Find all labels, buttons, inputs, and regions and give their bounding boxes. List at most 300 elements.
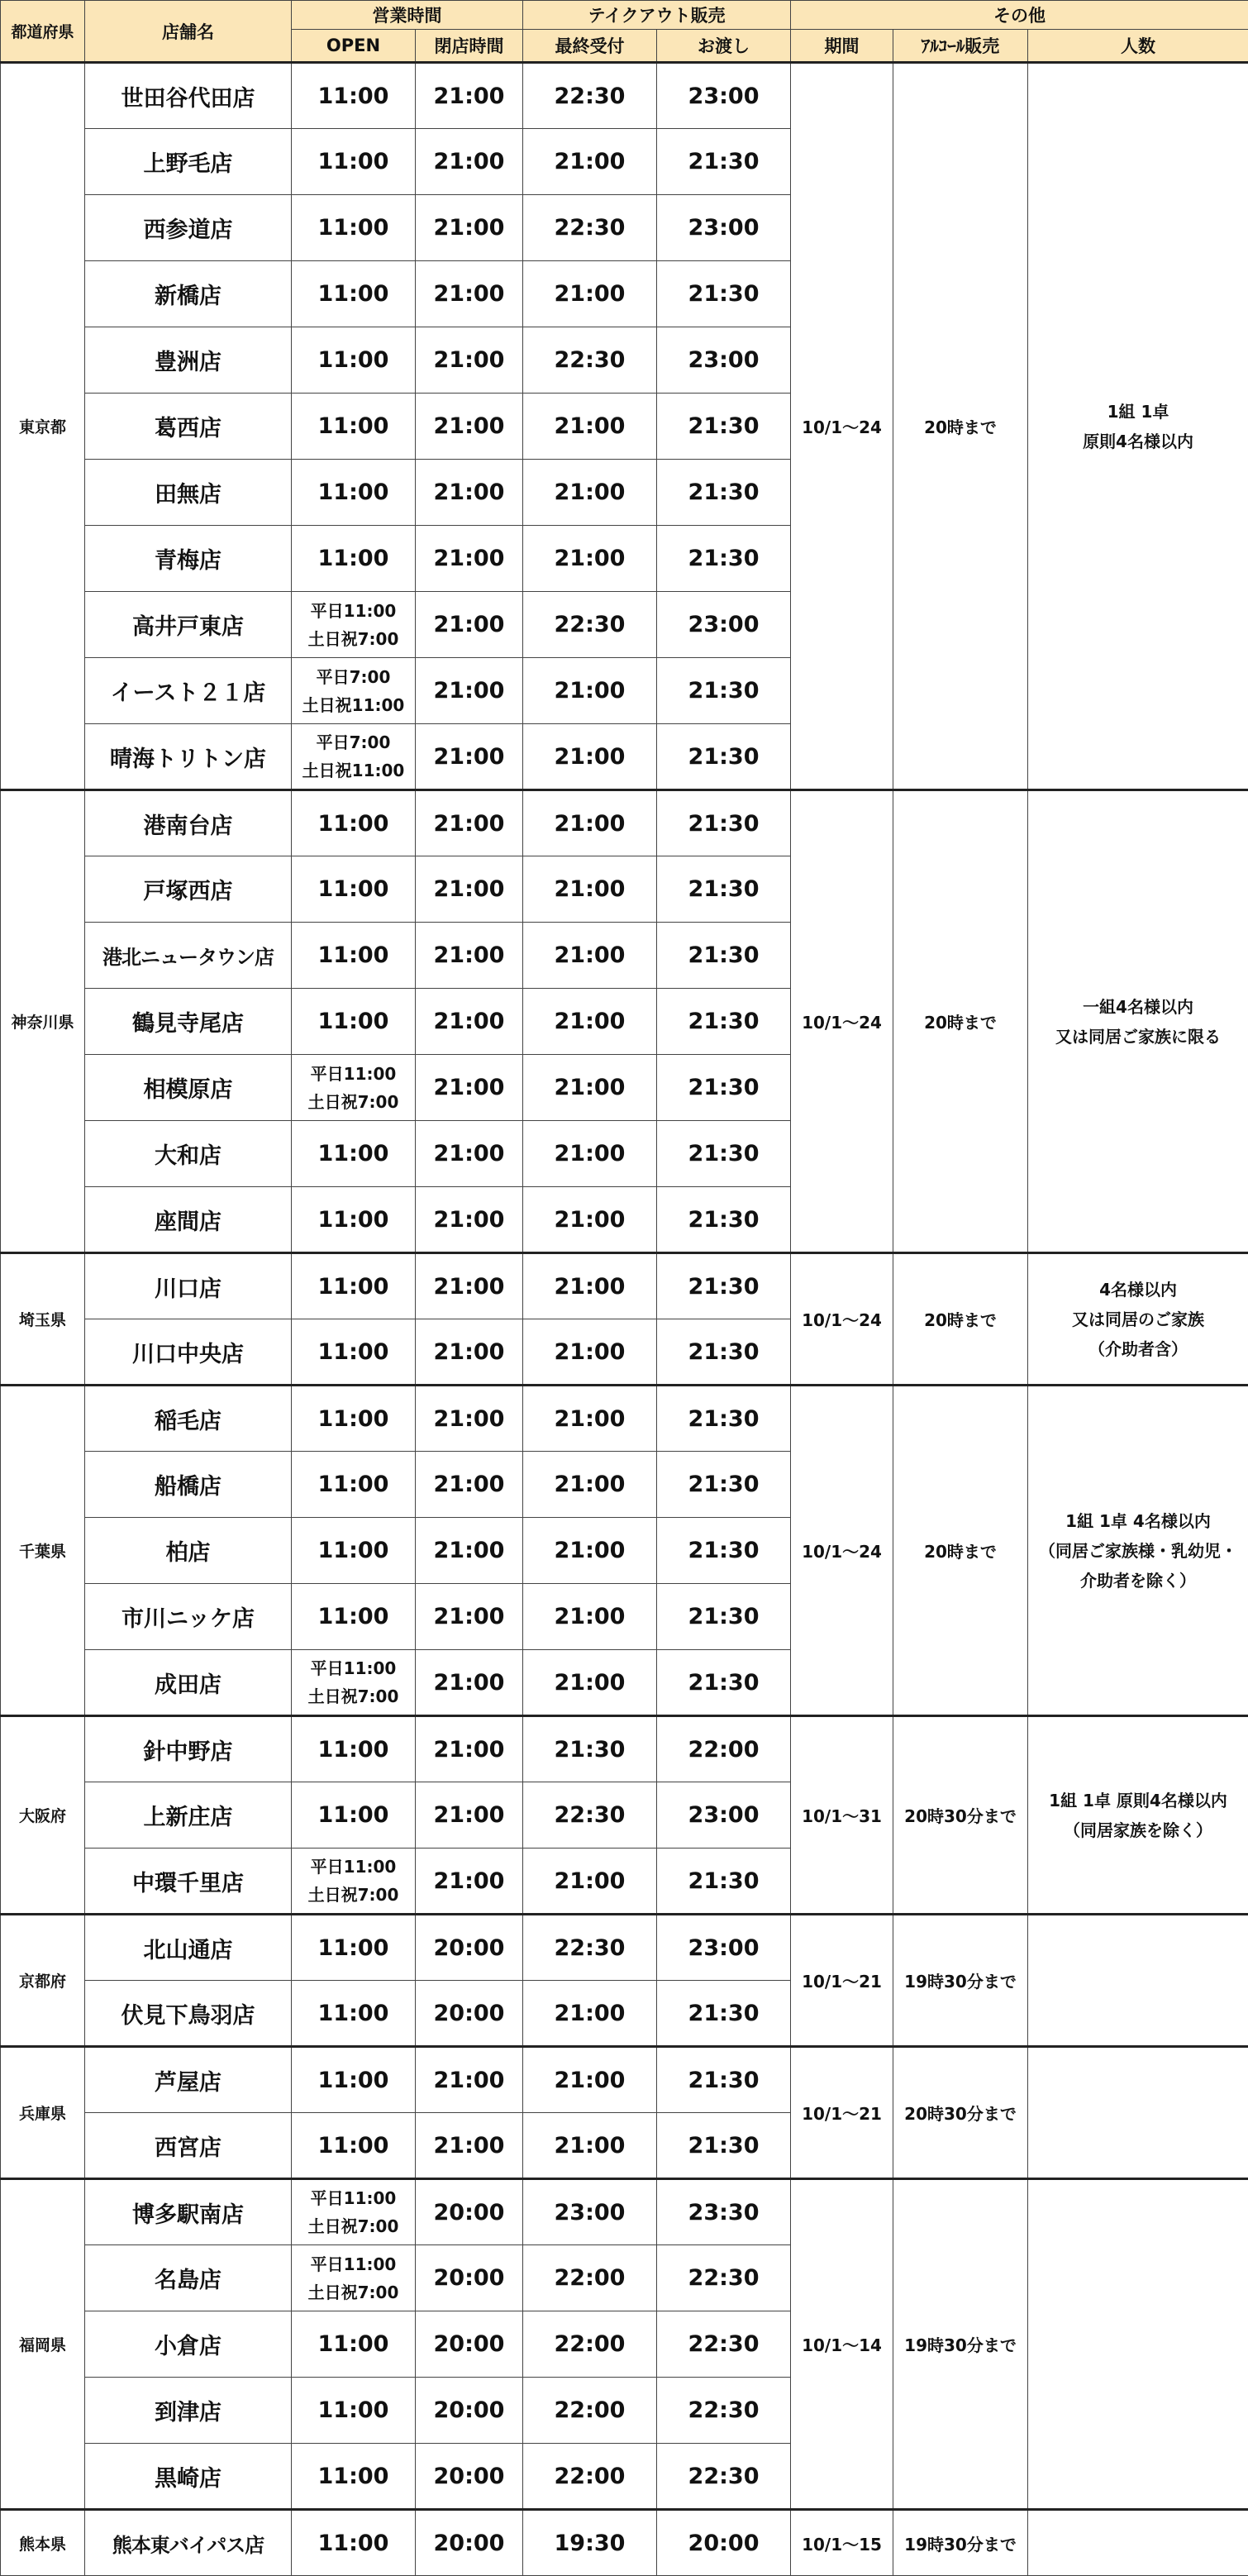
- close-time: 20:00: [416, 2444, 523, 2510]
- open-time-line: 平日11:00: [292, 2250, 415, 2278]
- open-time-line: 平日7:00: [292, 728, 415, 756]
- prefecture-cell: 兵庫県: [1, 2047, 85, 2179]
- close-time: 21:00: [416, 1518, 523, 1584]
- prefecture-group: [1, 2179, 1248, 2510]
- store-name: 伏見下鳥羽店: [85, 1981, 292, 2047]
- close-time: 21:00: [416, 526, 523, 592]
- alcohol-cell: 20時まで: [893, 1253, 1028, 1386]
- alcohol-cell: 19時30分まで: [893, 2510, 1028, 2576]
- handover-time: 21:30: [657, 1121, 791, 1187]
- table-header: [1, 1, 1248, 63]
- last-order-time: 19:30: [523, 2510, 657, 2576]
- period-cell: 10/1～24: [791, 790, 893, 1253]
- store-name: 田無店: [85, 460, 292, 526]
- open-time-line: 11:00: [318, 1538, 389, 1563]
- open-time: [292, 592, 416, 658]
- handover-time: 21:30: [657, 790, 791, 856]
- last-order-time: 21:00: [523, 856, 657, 923]
- period-cell: 10/1～14: [791, 2179, 893, 2510]
- prefecture-group: [1, 1915, 1248, 2047]
- store-name: 港北ニュータウン店: [85, 923, 292, 989]
- handover-time: 23:00: [657, 1782, 791, 1849]
- open-time: [292, 2311, 416, 2378]
- open-time: [292, 1253, 416, 1319]
- store-name: 稲毛店: [85, 1386, 292, 1452]
- close-time: 20:00: [416, 1981, 523, 2047]
- last-order-time: 21:00: [523, 2113, 657, 2179]
- open-time: [292, 923, 416, 989]
- last-order-time: 21:00: [523, 1981, 657, 2047]
- open-time-line: 11:00: [318, 347, 389, 373]
- open-time: [292, 261, 416, 327]
- store-name: 高井戸東店: [85, 592, 292, 658]
- store-name: 黒崎店: [85, 2444, 292, 2510]
- last-order-time: 22:30: [523, 327, 657, 394]
- people-cell: 一組4名様以内 又は同居ご家族に限る: [1028, 790, 1248, 1253]
- last-order-time: 21:00: [523, 1055, 657, 1121]
- open-time-line: 11:00: [318, 546, 389, 571]
- header-last-order: 最終受付: [523, 30, 657, 63]
- open-time: [292, 989, 416, 1055]
- open-time-line: 11:00: [318, 1604, 389, 1629]
- table-row: [1, 790, 1248, 856]
- prefecture-cell: 東京都: [1, 63, 85, 790]
- close-time: 21:00: [416, 327, 523, 394]
- table-row: [1, 1253, 1248, 1319]
- open-time: [292, 1187, 416, 1253]
- store-name: 到津店: [85, 2378, 292, 2444]
- last-order-time: 21:00: [523, 460, 657, 526]
- open-time-line: 11:00: [318, 811, 389, 837]
- open-time: [292, 1584, 416, 1650]
- prefecture-cell: 京都府: [1, 1915, 85, 2047]
- store-name: 上新庄店: [85, 1782, 292, 1849]
- last-order-time: 22:30: [523, 1782, 657, 1849]
- close-time: 21:00: [416, 790, 523, 856]
- store-name: 新橋店: [85, 261, 292, 327]
- last-order-time: 22:30: [523, 195, 657, 261]
- open-time-line: 土日祝7:00: [292, 1881, 415, 1909]
- open-time: [292, 2179, 416, 2245]
- people-cell: 1組 1卓 原則4名様以内: [1028, 63, 1248, 790]
- open-time: [292, 1452, 416, 1518]
- store-name: 北山通店: [85, 1915, 292, 1981]
- open-time-line: 平日7:00: [292, 663, 415, 691]
- prefecture-cell: 埼玉県: [1, 1253, 85, 1386]
- close-time: 20:00: [416, 2311, 523, 2378]
- last-order-time: 21:00: [523, 790, 657, 856]
- alcohol-cell: 19時30分まで: [893, 1915, 1028, 2047]
- handover-time: 21:30: [657, 658, 791, 724]
- open-time-line: 11:00: [318, 942, 389, 968]
- open-time: [292, 526, 416, 592]
- last-order-time: 23:00: [523, 2179, 657, 2245]
- open-time: [292, 1716, 416, 1782]
- close-time: 21:00: [416, 129, 523, 195]
- open-time-line: 平日11:00: [292, 1060, 415, 1088]
- open-time-line: 11:00: [318, 2133, 389, 2159]
- handover-time: 22:30: [657, 2245, 791, 2311]
- close-time: 21:00: [416, 460, 523, 526]
- handover-time: 21:30: [657, 1981, 791, 2047]
- store-name: 小倉店: [85, 2311, 292, 2378]
- open-time: [292, 2047, 416, 2113]
- close-time: 21:00: [416, 261, 523, 327]
- store-name: 針中野店: [85, 1716, 292, 1782]
- header-business-hours: 営業時間: [292, 1, 523, 30]
- handover-time: 21:30: [657, 1055, 791, 1121]
- last-order-time: 21:00: [523, 724, 657, 790]
- people-cell: [1028, 1915, 1248, 2047]
- header-other: その他: [791, 1, 1248, 30]
- open-time: [292, 1849, 416, 1915]
- open-time: [292, 195, 416, 261]
- handover-time: 23:00: [657, 592, 791, 658]
- close-time: 21:00: [416, 1187, 523, 1253]
- close-time: 21:00: [416, 1319, 523, 1386]
- close-time: 21:00: [416, 63, 523, 129]
- handover-time: 22:30: [657, 2444, 791, 2510]
- open-time: [292, 1782, 416, 1849]
- close-time: 20:00: [416, 1915, 523, 1981]
- close-time: 21:00: [416, 2047, 523, 2113]
- close-time: 21:00: [416, 923, 523, 989]
- close-time: 20:00: [416, 2245, 523, 2311]
- last-order-time: 21:00: [523, 1187, 657, 1253]
- close-time: 21:00: [416, 1849, 523, 1915]
- handover-time: 23:00: [657, 63, 791, 129]
- prefecture-group: [1, 2047, 1248, 2179]
- store-name: 青梅店: [85, 526, 292, 592]
- last-order-time: 21:00: [523, 1121, 657, 1187]
- handover-time: 23:30: [657, 2179, 791, 2245]
- alcohol-cell: 20時30分まで: [893, 2047, 1028, 2179]
- close-time: 20:00: [416, 2179, 523, 2245]
- open-time: [292, 394, 416, 460]
- last-order-time: 21:00: [523, 526, 657, 592]
- open-time-line: 土日祝7:00: [292, 1088, 415, 1116]
- close-time: 21:00: [416, 1253, 523, 1319]
- close-time: 20:00: [416, 2378, 523, 2444]
- open-time-line: 11:00: [318, 2531, 389, 2556]
- table-row: [1, 2179, 1248, 2245]
- open-time: [292, 790, 416, 856]
- handover-time: 21:30: [657, 1849, 791, 1915]
- last-order-time: 22:00: [523, 2245, 657, 2311]
- close-time: 20:00: [416, 2510, 523, 2576]
- open-time-line: 平日11:00: [292, 1853, 415, 1881]
- table-row: [1, 2510, 1248, 2576]
- last-order-time: 22:00: [523, 2444, 657, 2510]
- header-prefecture: 都道府県: [1, 1, 85, 63]
- handover-time: 22:30: [657, 2311, 791, 2378]
- close-time: 21:00: [416, 2113, 523, 2179]
- table-row: [1, 63, 1248, 129]
- store-name: 中環千里店: [85, 1849, 292, 1915]
- last-order-time: 22:00: [523, 2378, 657, 2444]
- open-time: [292, 856, 416, 923]
- close-time: 21:00: [416, 394, 523, 460]
- handover-time: 21:30: [657, 129, 791, 195]
- open-time: [292, 2113, 416, 2179]
- header-handover: お渡し: [657, 30, 791, 63]
- prefecture-group: [1, 1253, 1248, 1386]
- last-order-time: 21:00: [523, 129, 657, 195]
- open-time-line: 11:00: [318, 2464, 389, 2489]
- open-time-line: 土日祝7:00: [292, 1682, 415, 1710]
- handover-time: 21:30: [657, 526, 791, 592]
- handover-time: 21:30: [657, 1650, 791, 1716]
- handover-time: 21:30: [657, 856, 791, 923]
- period-cell: 10/1～15: [791, 2510, 893, 2576]
- open-time: [292, 1319, 416, 1386]
- store-name: 成田店: [85, 1650, 292, 1716]
- last-order-time: 21:30: [523, 1716, 657, 1782]
- header-alcohol: ｱﾙｺｰﾙ販売: [893, 30, 1028, 63]
- open-time-line: 11:00: [318, 1406, 389, 1432]
- open-time-line: 土日祝11:00: [292, 691, 415, 719]
- handover-time: 22:30: [657, 2378, 791, 2444]
- open-time: [292, 658, 416, 724]
- handover-time: 23:00: [657, 1915, 791, 1981]
- store-name: 西参道店: [85, 195, 292, 261]
- prefecture-group: [1, 2510, 1248, 2576]
- store-name: 座間店: [85, 1187, 292, 1253]
- table-row: [1, 1386, 1248, 1452]
- store-name: 晴海トリトン店: [85, 724, 292, 790]
- store-name: 芦屋店: [85, 2047, 292, 2113]
- close-time: 21:00: [416, 1650, 523, 1716]
- prefecture-cell: 千葉県: [1, 1386, 85, 1716]
- open-time-line: 土日祝11:00: [292, 756, 415, 785]
- last-order-time: 22:30: [523, 1915, 657, 1981]
- open-time-line: 11:00: [318, 1207, 389, 1233]
- open-time-line: 11:00: [318, 1802, 389, 1828]
- open-time-line: 11:00: [318, 149, 389, 174]
- handover-time: 22:00: [657, 1716, 791, 1782]
- header-store: 店舗名: [85, 1, 292, 63]
- open-time-line: 平日11:00: [292, 597, 415, 625]
- open-time-line: 11:00: [318, 1009, 389, 1034]
- store-name: 豊洲店: [85, 327, 292, 394]
- open-time: [292, 2378, 416, 2444]
- header-close: 閉店時間: [416, 30, 523, 63]
- open-time: [292, 327, 416, 394]
- table-row: [1, 1915, 1248, 1981]
- open-time-line: 11:00: [318, 2397, 389, 2423]
- alcohol-cell: 20時まで: [893, 1386, 1028, 1716]
- open-time-line: 11:00: [318, 2331, 389, 2357]
- open-time: [292, 1981, 416, 2047]
- open-time-line: 11:00: [318, 1339, 389, 1365]
- people-cell: 1組 1卓 4名様以内 （同居ご家族様・乳幼児・ 介助者を除く）: [1028, 1386, 1248, 1716]
- close-time: 21:00: [416, 856, 523, 923]
- store-name: 柏店: [85, 1518, 292, 1584]
- store-name: 名島店: [85, 2245, 292, 2311]
- last-order-time: 22:30: [523, 63, 657, 129]
- store-name: 西宮店: [85, 2113, 292, 2179]
- handover-time: 21:30: [657, 1187, 791, 1253]
- open-time: [292, 1518, 416, 1584]
- people-cell: [1028, 2510, 1248, 2576]
- alcohol-cell: 20時まで: [893, 63, 1028, 790]
- handover-time: 21:30: [657, 394, 791, 460]
- alcohol-cell: 20時まで: [893, 790, 1028, 1253]
- open-time-line: 11:00: [318, 479, 389, 505]
- store-name: 博多駅南店: [85, 2179, 292, 2245]
- open-time-line: 11:00: [318, 2001, 389, 2026]
- period-cell: 10/1～21: [791, 1915, 893, 2047]
- handover-time: 21:30: [657, 1452, 791, 1518]
- open-time: [292, 724, 416, 790]
- prefecture-cell: 熊本県: [1, 2510, 85, 2576]
- handover-time: 21:30: [657, 923, 791, 989]
- people-cell: 1組 1卓 原則4名様以内 （同居家族を除く）: [1028, 1716, 1248, 1915]
- open-time-line: 11:00: [318, 1274, 389, 1300]
- last-order-time: 21:00: [523, 261, 657, 327]
- last-order-time: 21:00: [523, 1584, 657, 1650]
- handover-time: 21:30: [657, 1518, 791, 1584]
- store-name: 川口中央店: [85, 1319, 292, 1386]
- store-name: 戸塚西店: [85, 856, 292, 923]
- store-name: 上野毛店: [85, 129, 292, 195]
- period-cell: 10/1～31: [791, 1716, 893, 1915]
- table-row: [1, 2047, 1248, 2113]
- handover-time: 23:00: [657, 195, 791, 261]
- period-cell: 10/1～21: [791, 2047, 893, 2179]
- prefecture-cell: 福岡県: [1, 2179, 85, 2510]
- open-time-line: 11:00: [318, 413, 389, 439]
- store-name: 船橋店: [85, 1452, 292, 1518]
- header-period: 期間: [791, 30, 893, 63]
- open-time-line: 土日祝7:00: [292, 2212, 415, 2240]
- store-name: イースト２１店: [85, 658, 292, 724]
- prefecture-cell: 神奈川県: [1, 790, 85, 1253]
- open-time: [292, 460, 416, 526]
- last-order-time: 21:00: [523, 989, 657, 1055]
- last-order-time: 21:00: [523, 1452, 657, 1518]
- handover-time: 21:30: [657, 1584, 791, 1650]
- open-time-line: 11:00: [318, 1472, 389, 1497]
- open-time: [292, 129, 416, 195]
- close-time: 21:00: [416, 195, 523, 261]
- close-time: 21:00: [416, 1782, 523, 1849]
- period-cell: 10/1～24: [791, 1253, 893, 1386]
- last-order-time: 21:00: [523, 658, 657, 724]
- last-order-time: 22:00: [523, 2311, 657, 2378]
- open-time-line: 11:00: [318, 1935, 389, 1961]
- last-order-time: 21:00: [523, 923, 657, 989]
- close-time: 21:00: [416, 989, 523, 1055]
- open-time-line: 11:00: [318, 2068, 389, 2093]
- last-order-time: 21:00: [523, 1319, 657, 1386]
- open-time: [292, 63, 416, 129]
- last-order-time: 21:00: [523, 1518, 657, 1584]
- last-order-time: 21:00: [523, 1849, 657, 1915]
- close-time: 21:00: [416, 724, 523, 790]
- close-time: 21:00: [416, 658, 523, 724]
- period-cell: 10/1～24: [791, 63, 893, 790]
- close-time: 21:00: [416, 1452, 523, 1518]
- store-name: 鶴見寺尾店: [85, 989, 292, 1055]
- handover-time: 21:30: [657, 724, 791, 790]
- last-order-time: 21:00: [523, 2047, 657, 2113]
- last-order-time: 21:00: [523, 1650, 657, 1716]
- store-name: 港南台店: [85, 790, 292, 856]
- handover-time: 21:30: [657, 1319, 791, 1386]
- header-people: 人数: [1028, 30, 1248, 63]
- open-time-line: 11:00: [318, 83, 389, 109]
- alcohol-cell: 20時30分まで: [893, 1716, 1028, 1915]
- header-takeout: テイクアウト販売: [523, 1, 791, 30]
- open-time: [292, 2444, 416, 2510]
- prefecture-group: [1, 1386, 1248, 1716]
- open-time-line: 11:00: [318, 876, 389, 902]
- store-name: 川口店: [85, 1253, 292, 1319]
- prefecture-group: [1, 1716, 1248, 1915]
- store-name: 市川ニッケ店: [85, 1584, 292, 1650]
- open-time: [292, 1650, 416, 1716]
- people-cell: [1028, 2179, 1248, 2510]
- open-time-line: 11:00: [318, 1737, 389, 1763]
- open-time-line: 平日11:00: [292, 1654, 415, 1682]
- close-time: 21:00: [416, 1055, 523, 1121]
- last-order-time: 21:00: [523, 394, 657, 460]
- last-order-time: 21:00: [523, 1386, 657, 1452]
- prefecture-group: [1, 790, 1248, 1253]
- last-order-time: 21:00: [523, 1253, 657, 1319]
- close-time: 21:00: [416, 1716, 523, 1782]
- handover-time: 21:30: [657, 460, 791, 526]
- close-time: 21:00: [416, 1121, 523, 1187]
- open-time-line: 11:00: [318, 281, 389, 307]
- open-time-line: 11:00: [318, 215, 389, 241]
- store-name: 熊本東バイパス店: [85, 2510, 292, 2576]
- open-time-line: 土日祝7:00: [292, 2278, 415, 2306]
- header-open: OPEN: [292, 30, 416, 63]
- open-time: [292, 2510, 416, 2576]
- handover-time: 23:00: [657, 327, 791, 394]
- close-time: 21:00: [416, 1584, 523, 1650]
- table-row: [1, 1716, 1248, 1782]
- prefecture-group: [1, 63, 1248, 790]
- store-name: 相模原店: [85, 1055, 292, 1121]
- open-time: [292, 1121, 416, 1187]
- open-time: [292, 1386, 416, 1452]
- handover-time: 20:00: [657, 2510, 791, 2576]
- prefecture-cell: 大阪府: [1, 1716, 85, 1915]
- handover-time: 21:30: [657, 261, 791, 327]
- store-name: 大和店: [85, 1121, 292, 1187]
- open-time-line: 11:00: [318, 1141, 389, 1166]
- handover-time: 21:30: [657, 2113, 791, 2179]
- open-time-line: 土日祝7:00: [292, 625, 415, 653]
- handover-time: 21:30: [657, 989, 791, 1055]
- handover-time: 21:30: [657, 2047, 791, 2113]
- close-time: 21:00: [416, 592, 523, 658]
- handover-time: 21:30: [657, 1386, 791, 1452]
- people-cell: [1028, 2047, 1248, 2179]
- open-time: [292, 2245, 416, 2311]
- period-cell: 10/1～24: [791, 1386, 893, 1716]
- close-time: 21:00: [416, 1386, 523, 1452]
- open-time: [292, 1915, 416, 1981]
- handover-time: 21:30: [657, 1253, 791, 1319]
- last-order-time: 22:30: [523, 592, 657, 658]
- open-time: [292, 1055, 416, 1121]
- alcohol-cell: 19時30分まで: [893, 2179, 1028, 2510]
- people-cell: 4名様以内 又は同居のご家族 （介助者含）: [1028, 1253, 1248, 1386]
